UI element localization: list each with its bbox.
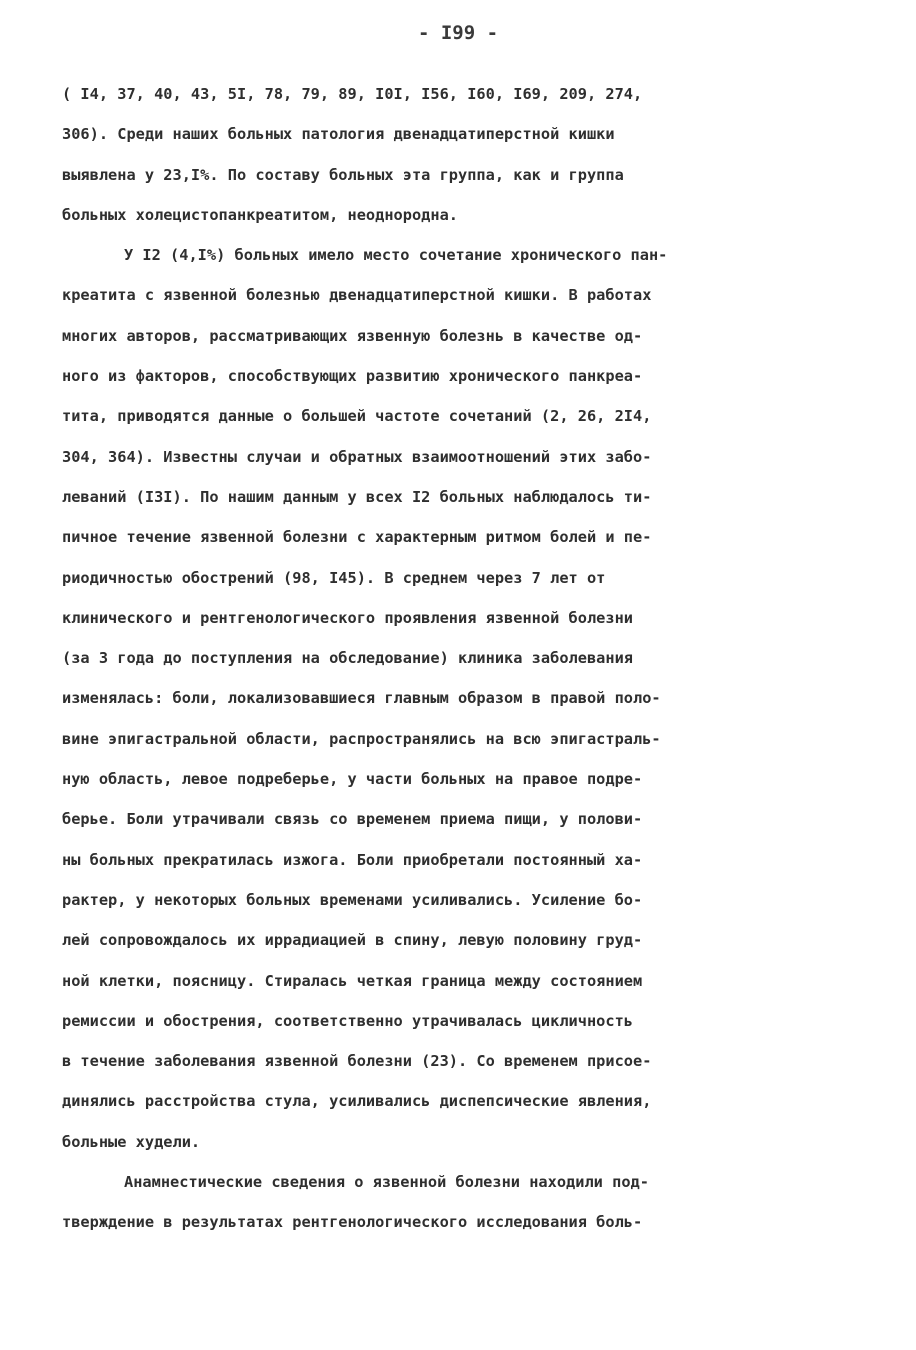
text-line: У I2 (4,I%) больных имело место сочетание хронического пан- — [124, 246, 668, 265]
text-line: многих авторов, рассматривающих язвенную болезнь в качестве од- — [62, 326, 643, 345]
text-line: ного из факторов, способствующих развитию хронического панкреа- — [62, 367, 643, 386]
text-line: изменялась: боли, локализовавшиеся главным образом в правой поло- — [62, 689, 661, 708]
text-line: леваний (I3I). По нашим данным у всех I2 больных наблюдалось ти- — [62, 487, 652, 506]
text-line: тита, приводятся данные о большей частоте сочетаний (2, 26, 2I4, — [62, 407, 652, 426]
text-line: больные худели. — [62, 1132, 201, 1151]
text-line: рактер, у некоторых больных временами усиливались. Усиление бо- — [62, 890, 643, 909]
text-line: динялись расстройства стула, усиливались диспепсические явления, — [62, 1092, 652, 1111]
text-line: тверждение в результатах рентгенологического исследования боль- — [62, 1213, 643, 1232]
text-line: риодичностью обострений (98, I45). В среднем через 7 лет от — [62, 568, 606, 587]
text-line: ную область, левое подреберье, у части больных на правое подре- — [62, 770, 643, 789]
text-line: креатита с язвенной болезнью двенадцатиперстной кишки. В работах — [62, 286, 652, 305]
text-line: выявлена у 23,I%. По составу больных эта группа, как и группа — [62, 165, 624, 184]
text-line: ной клетки, поясницу. Стиралась четкая граница между состоянием — [62, 971, 643, 990]
text-line: ремиссии и обострения, соответственно утрачивалась цикличность — [62, 1011, 633, 1030]
text-line: 306). Среди наших больных патология двенадцатиперстной кишки — [62, 125, 615, 144]
text-line: вине эпигастральной области, распространялись на всю эпигастраль- — [62, 729, 661, 748]
text-line: берье. Боли утрачивали связь со временем приема пищи, у полови- — [62, 810, 643, 829]
text-line: ( I4, 37, 40, 43, 5I, 78, 79, 89, I0I, I56, I60, I69, 209, 274, — [62, 85, 643, 103]
text-line: лей сопровождалось их иррадиацией в спину, левую половину груд- — [62, 931, 643, 950]
text-line: 304, 364). Известны случаи и обратных взаимоотношений этих забо- — [62, 447, 652, 466]
text-line: в течение заболевания язвенной болезни (23). Со временем присое- — [62, 1052, 652, 1071]
text-line: Анамнестические сведения о язвенной болезни находили под- — [124, 1173, 649, 1192]
text-line: пичное течение язвенной болезни с характерным ритмом болей и пе- — [62, 528, 652, 547]
text-line: (за 3 года до поступления на обследование) клиника заболевания — [62, 649, 633, 668]
body-text — [62, 80, 862, 1249]
text-line: клинического и рентгенологического проявления язвенной болезни — [62, 608, 633, 627]
page-number: - I99 - — [417, 22, 499, 44]
text-line: больных холецистопанкреатитом, неоднородна. — [62, 205, 459, 224]
text-line: ны больных прекратилась изжога. Боли приобретали постоянный ха- — [62, 850, 643, 869]
